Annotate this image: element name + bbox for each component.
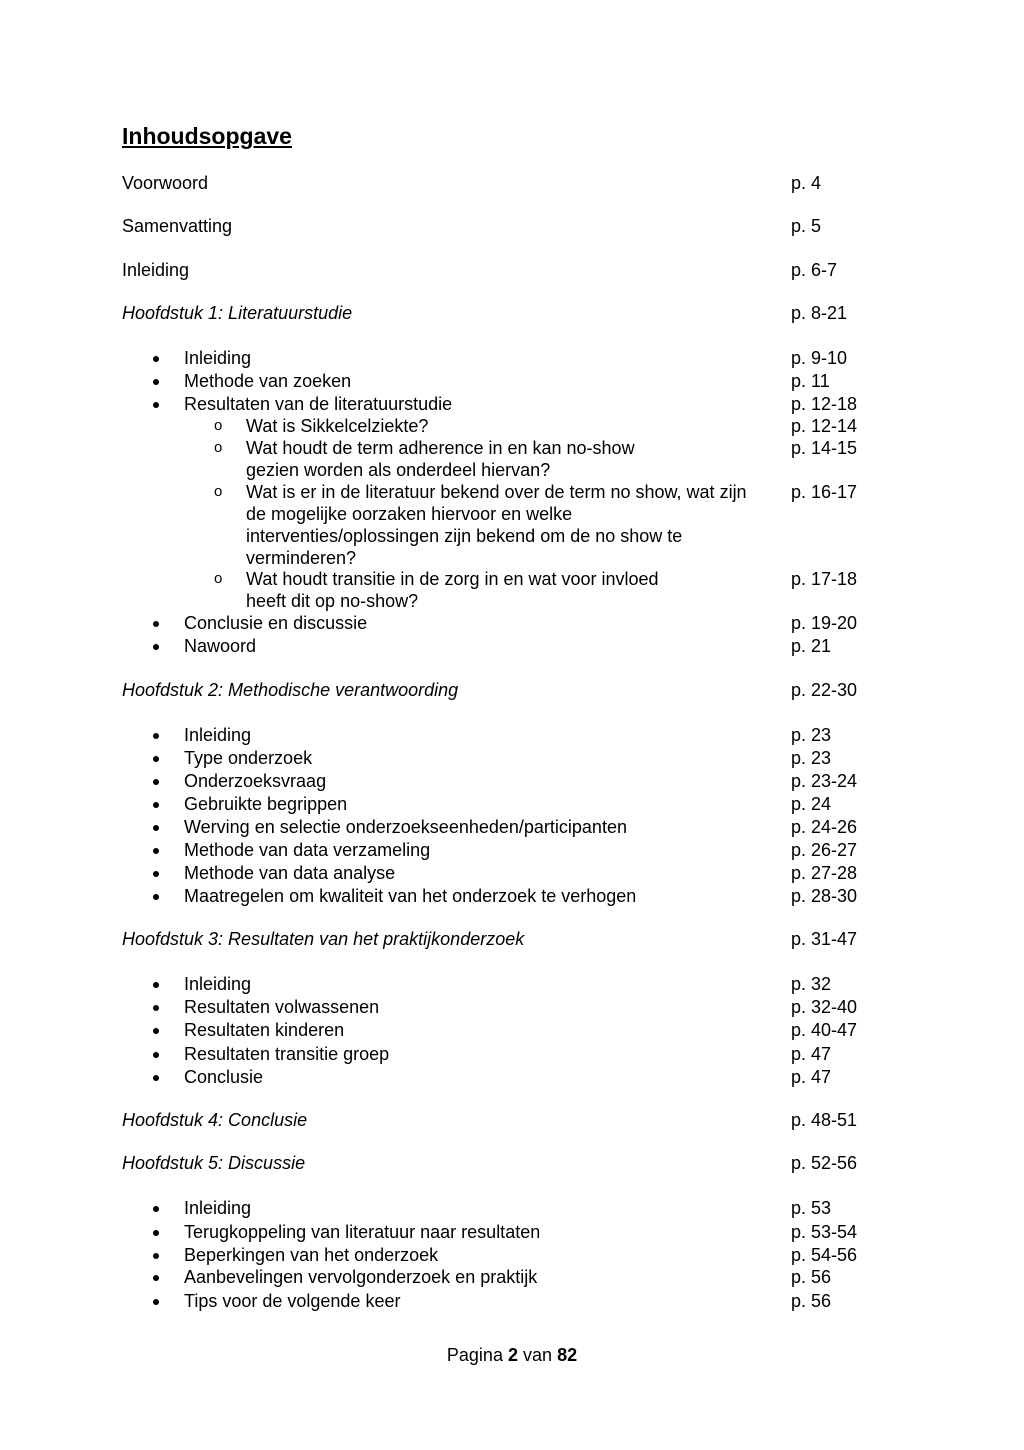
toc-item-text: Onderzoeksvraag (184, 771, 327, 791)
page-footer (0, 1344, 1024, 1366)
toc-item-text: Methode van zoeken (184, 371, 352, 391)
toc-item-page: p. 23 (791, 725, 832, 745)
bullet-icon (153, 644, 159, 650)
bullet-icon (153, 756, 159, 762)
bullet-icon (153, 848, 159, 854)
toc-item-text: Tips voor de volgende keer (184, 1291, 401, 1311)
bullet-icon (153, 1052, 159, 1058)
toc-item-text: Nawoord (184, 636, 257, 656)
toc-item-page: p. 32 (791, 974, 832, 994)
toc-entry-page: p. 5 (791, 216, 822, 236)
toc-item-page: p. 26-27 (791, 840, 858, 860)
toc-item-page: p. 56 (791, 1267, 832, 1287)
toc-subitem-text: Wat is Sikkelcelziekte? (246, 416, 429, 436)
toc-item-text: Conclusie en discussie (184, 613, 368, 633)
toc-item-page: p. 27-28 (791, 863, 858, 883)
chapter-page: p. 52-56 (791, 1153, 858, 1173)
toc-item-page: p. 11 (791, 371, 830, 391)
toc-item-text: Aanbevelingen vervolgonderzoek en praktijk (184, 1267, 538, 1287)
toc-item-page: p. 53 (791, 1198, 832, 1218)
footer-prefix: Pagina (446, 1345, 503, 1365)
toc-subitem-text: Wat is er in de literatuur bekend over de term no show, wat zijn de mogelijke oorzaken hiervoor en welke interventies/oplossingen zijn bekend om de no show te verminderen? (246, 482, 747, 568)
bullet-icon (153, 894, 159, 900)
toc-subitem-text: Wat houdt de term adherence in en kan no-show gezien worden als onderdeel hiervan? (246, 438, 635, 480)
chapter-title: Hoofdstuk 4: Conclusie (122, 1110, 308, 1130)
bullet-icon (153, 379, 159, 385)
toc-item-page: p. 19-20 (791, 613, 858, 633)
toc-subitem-page: p. 14-15 (791, 438, 858, 458)
bullet-icon (153, 779, 159, 785)
footer-total-pages: 82 (557, 1345, 578, 1365)
toc-item-text: Inleiding (184, 1198, 252, 1218)
toc-item-page: p. 56 (791, 1291, 832, 1311)
bullet-icon (153, 1075, 159, 1081)
toc-item-page: p. 12-18 (791, 394, 858, 414)
toc-item-page: p. 47 (791, 1067, 832, 1087)
page-title: Inhoudsopgave (122, 123, 292, 149)
circle-bullet-icon: o (214, 483, 223, 500)
toc-item-text: Gebruikte begrippen (184, 794, 348, 814)
toc-subitem-page: p. 16-17 (791, 482, 858, 502)
chapter-title: Hoofdstuk 5: Discussie (122, 1153, 306, 1173)
chapter-title: Hoofdstuk 3: Resultaten van het praktijkonderzoek (122, 929, 525, 949)
toc-item-text: Resultaten volwassenen (184, 997, 380, 1017)
toc-item-page: p. 53-54 (791, 1222, 858, 1242)
toc-item-text: Resultaten van de literatuurstudie (184, 394, 453, 414)
chapter-page: p. 48-51 (791, 1110, 858, 1130)
toc-item-text: Inleiding (184, 348, 252, 368)
bullet-icon (153, 1028, 159, 1034)
toc-entry-text: Voorwoord (122, 173, 209, 193)
bullet-icon (153, 1005, 159, 1011)
bullet-icon (153, 402, 159, 408)
bullet-icon (153, 356, 159, 362)
chapter-page: p. 22-30 (791, 680, 858, 700)
toc-entry-page: p. 6-7 (791, 260, 838, 280)
toc-item-text: Beperkingen van het onderzoek (184, 1245, 439, 1265)
toc-entry-text: Samenvatting (122, 216, 233, 236)
toc-item-page: p. 40-47 (791, 1020, 858, 1040)
toc-item-page: p. 54-56 (791, 1245, 858, 1265)
toc-item-text: Conclusie (184, 1067, 264, 1087)
bullet-icon (153, 871, 159, 877)
chapter-page: p. 31-47 (791, 929, 858, 949)
toc-item-text: Type onderzoek (184, 748, 313, 768)
toc-item-text: Methode van data verzameling (184, 840, 431, 860)
chapter-title: Hoofdstuk 2: Methodische verantwoording (122, 680, 459, 700)
circle-bullet-icon: o (214, 439, 223, 456)
toc-item-page: p. 28-30 (791, 886, 858, 906)
toc-entry-text: Inleiding (122, 260, 190, 280)
toc-item-text: Terugkoppeling van literatuur naar resultaten (184, 1222, 541, 1242)
bullet-icon (153, 982, 159, 988)
toc-item-page: p. 23 (791, 748, 832, 768)
chapter-page: p. 8-21 (791, 303, 848, 323)
bullet-icon (153, 733, 159, 739)
toc-item-text: Werving en selectie onderzoekseenheden/participanten (184, 817, 627, 837)
bullet-icon (153, 802, 159, 808)
toc-item-page: p. 23-24 (791, 771, 858, 791)
toc-item-page: p. 24-26 (791, 817, 858, 837)
toc-item-page: p. 21 (791, 636, 832, 656)
toc-subitem-page: p. 17-18 (791, 569, 858, 589)
toc-item-page: p. 32-40 (791, 997, 858, 1017)
toc-subitem-page: p. 12-14 (791, 416, 858, 436)
toc-item-page: p. 9-10 (791, 348, 848, 368)
chapter-title: Hoofdstuk 1: Literatuurstudie (122, 303, 353, 323)
circle-bullet-icon: o (214, 417, 223, 434)
bullet-icon (153, 1206, 159, 1212)
toc-subitem-text: Wat houdt transitie in de zorg in en wat voor invloed heeft dit op no-show? (246, 569, 659, 611)
toc-item-page: p. 24 (791, 794, 832, 814)
footer-current-page: 2 (507, 1345, 518, 1365)
toc-item-text: Resultaten transitie groep (184, 1044, 390, 1064)
circle-bullet-icon: o (214, 570, 223, 587)
toc-item-text: Inleiding (184, 725, 252, 745)
bullet-icon (153, 1275, 159, 1281)
toc-item-text: Inleiding (184, 974, 252, 994)
footer-middle: van (523, 1345, 553, 1365)
bullet-icon (153, 621, 159, 627)
bullet-icon (153, 825, 159, 831)
toc-entry-page: p. 4 (791, 173, 822, 193)
bullet-icon (153, 1230, 159, 1236)
toc-item-page: p. 47 (791, 1044, 832, 1064)
bullet-icon (153, 1299, 159, 1305)
toc-item-text: Methode van data analyse (184, 863, 396, 883)
toc-item-text: Resultaten kinderen (184, 1020, 345, 1040)
bullet-icon (153, 1253, 159, 1259)
toc-item-text: Maatregelen om kwaliteit van het onderzoek te verhogen (184, 886, 637, 906)
